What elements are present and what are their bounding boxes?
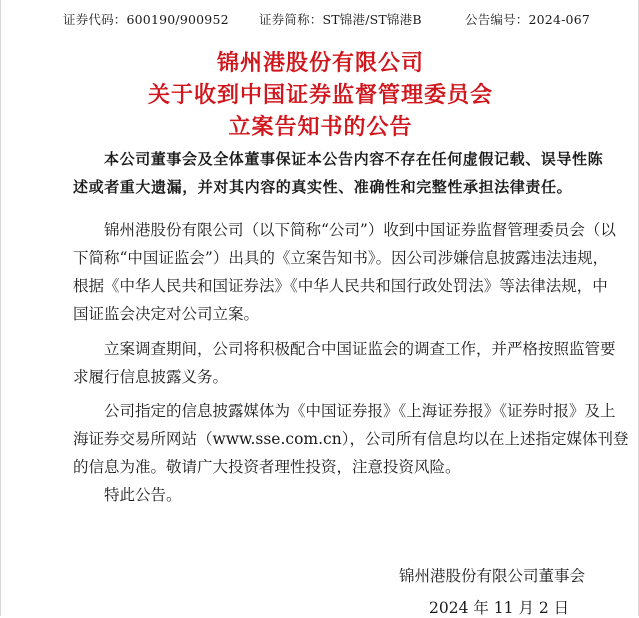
paragraph-line: 海证券交易所网站（www.sse.com.cn），公司所有信息均以在上述指定媒体刊登 xyxy=(73,430,629,448)
paragraph-investigation-notice xyxy=(73,216,616,328)
document-header xyxy=(1,10,639,28)
paragraph-disclosure-media xyxy=(73,397,629,481)
paragraph-closing xyxy=(73,481,593,509)
closing-text: 特此公告。 xyxy=(104,486,182,504)
title-line-3: 立案告知书的公告 xyxy=(228,115,413,140)
paragraph-line: 根据《中华人民共和国证券法》《中华人民共和国行政处罚法》等法律法规，中 xyxy=(73,277,608,295)
title-line-2: 关于收到中国证券监督管理委员会 xyxy=(147,83,493,108)
paragraph-line: 立案调查期间，公司将积极配合中国证监会的调查工作，并严格按照监管要 xyxy=(104,340,616,358)
signature-organization: 锦州港股份有限公司董事会 xyxy=(399,567,586,585)
paragraph-line: 公司指定的信息披露媒体为《中国证券报》《上海证券报》《证券时报》及上 xyxy=(104,402,616,420)
security-code: 证券代码：600190/900952 xyxy=(63,12,229,27)
announcement-number: 公告编号：2024-067 xyxy=(465,12,590,27)
security-abbreviation: 证券简称：ST锦港/ST锦港B xyxy=(259,12,422,27)
paragraph-line: 下简称“中国证监会”）出具的《立案告知书》。因公司涉嫌信息披露违法违规， xyxy=(73,249,609,267)
paragraph-line: 锦州港股份有限公司（以下简称“公司”）收到中国证券监督管理委员会（以 xyxy=(104,221,616,239)
signature-date: 2024 年 11 月 2 日 xyxy=(429,599,570,617)
paragraph-line: 国证监会决定对公司立案。 xyxy=(73,305,260,323)
paragraph-line: 求履行信息披露义务。 xyxy=(73,368,229,386)
paragraph-cooperation xyxy=(73,335,616,391)
board-statement xyxy=(73,145,604,201)
statement-line: 本公司董事会及全体董事保证本公告内容不存在任何虚假记载、误导性陈 xyxy=(104,150,604,168)
paragraph-line: 的信息为准。敬请广大投资者理性投资，注意投资风险。 xyxy=(73,458,461,476)
statement-line: 述或者重大遗漏，并对其内容的真实性、准确性和完整性承担法律责任。 xyxy=(73,178,573,196)
title-company: 锦州港股份有限公司 xyxy=(216,51,424,76)
